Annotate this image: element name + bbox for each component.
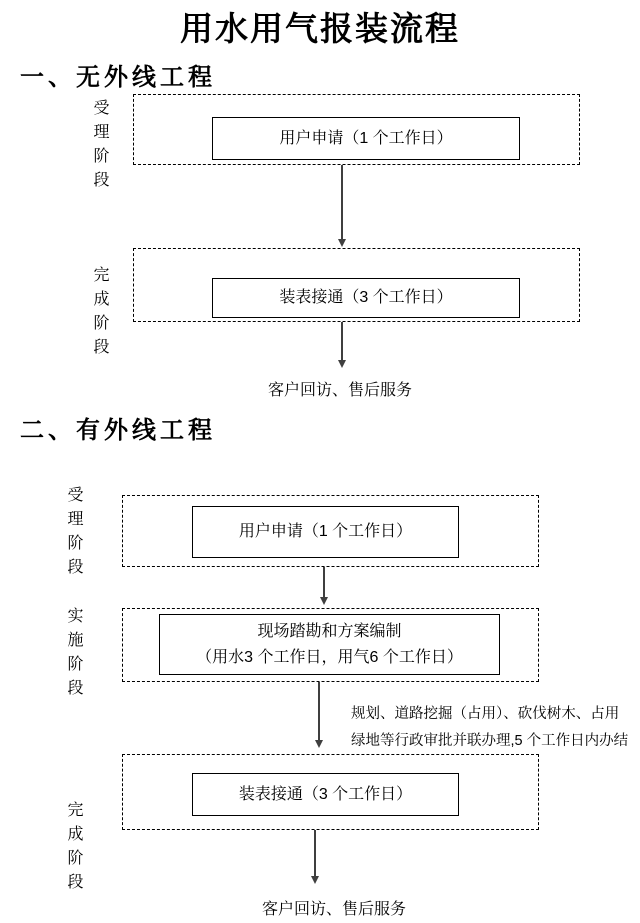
section-2-end-text: 客户回访、售后服务 xyxy=(261,901,406,918)
approval-annotation xyxy=(351,701,628,755)
section-1-stage-2-label: 完成阶段 xyxy=(91,266,108,362)
section-1-stage-1-label: 受理阶段 xyxy=(91,99,108,195)
arrow-head-icon xyxy=(315,740,323,748)
flow-arrow xyxy=(337,322,347,368)
section-2-step-site-survey xyxy=(159,614,500,675)
section-2-stage-3-label: 完成阶段 xyxy=(65,801,82,897)
arrow-stem xyxy=(341,322,343,360)
process-box-text: 用户申请（1 个工作日） xyxy=(238,523,413,540)
arrow-head-icon xyxy=(311,876,319,884)
process-box-text: 现场踏勘和方案编制 xyxy=(257,622,402,640)
process-box-text: （用水3 个工作日，用气6 个工作日） xyxy=(196,648,463,666)
section-1-step-meter-connection xyxy=(212,278,520,318)
annotation-line: 绿地等行政审批并联办理,5 个工作日内办结 xyxy=(351,733,629,749)
process-box-text: 用户申请（1 个工作日） xyxy=(279,129,453,147)
flow-arrow xyxy=(310,830,320,884)
process-box-text: 装表接通（3 个工作日） xyxy=(279,289,453,306)
section-1-heading: 一、无外线工程 xyxy=(20,64,216,91)
section-2-step-user-application xyxy=(192,506,459,558)
page-title: 用水用气报装流程 xyxy=(180,12,460,48)
arrow-head-icon xyxy=(338,239,346,247)
flow-arrow xyxy=(319,567,329,605)
arrow-stem xyxy=(314,830,316,876)
section-2-stage-2-label: 实施阶段 xyxy=(65,607,82,703)
section-2-heading: 二、有外线工程 xyxy=(20,417,216,444)
annotation-line: 规划、道路挖掘（占用）、砍伐树木、占用 xyxy=(351,706,620,722)
section-2-step-meter-connection xyxy=(192,773,459,816)
flow-arrow xyxy=(314,682,324,748)
arrow-stem xyxy=(318,682,320,740)
arrow-head-icon xyxy=(320,597,328,605)
arrow-stem xyxy=(341,165,343,239)
process-box-text: 装表接通（3 个工作日） xyxy=(238,785,413,803)
section-1-end-text: 客户回访、售后服务 xyxy=(267,382,412,399)
flow-arrow xyxy=(337,165,347,247)
arrow-stem xyxy=(323,567,325,597)
arrow-head-icon xyxy=(338,360,346,368)
section-1-step-user-application xyxy=(212,117,520,160)
section-2-stage-1-label: 受理阶段 xyxy=(65,486,82,582)
